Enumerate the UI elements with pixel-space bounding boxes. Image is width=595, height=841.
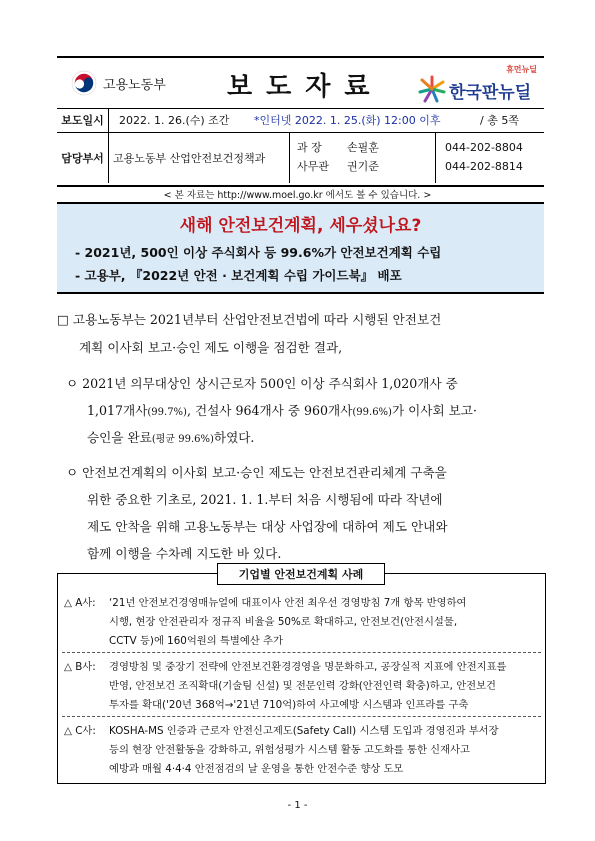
text-span: 승인을 완료 (87, 430, 152, 445)
ministry-name: 고용노동부 (103, 77, 166, 93)
percentage-note: (평균 99.6%) (151, 434, 214, 445)
page-number: - 1 - (287, 800, 308, 811)
website-notice: < 본 자료는 http://www.moel.go.kr 에서도 볼 수 있습니다. > (163, 190, 432, 201)
ministry-logo (71, 70, 166, 96)
paragraph-line: 계획 이사회 보고·승인 제도 이행을 점검한 결과, (79, 340, 343, 355)
paragraph-line: 함께 이행을 수차례 지도한 바 있다. (87, 546, 282, 561)
contact-phone: 044-202-8804 (445, 140, 523, 154)
case-divider (62, 652, 541, 653)
percentage-note: (99.7%) (147, 407, 187, 418)
department-name: 고용노동부 산업안전보건정책과 (113, 151, 266, 165)
case-text: 예방과 매월 4·4·4 안전점검의 날 운영을 통한 안전수준 향상 도모 (109, 763, 404, 775)
paragraph-line (87, 427, 254, 446)
subheadline: - 2021년, 500인 이상 주식회사 등 99.6%가 안전보건계획 수립 (75, 245, 442, 260)
page-count: / 총 5쪽 (480, 114, 519, 127)
text-span: 1,017개사 (87, 403, 148, 418)
paragraph-line: 위한 중요한 기초로, 2021. 1. 1.부터 처음 시행됨에 따라 작년에 (87, 492, 443, 507)
headline: 새해 안전보건계획, 세우셨나요? (179, 216, 422, 236)
paragraph-line: ㅇ 2021년 의무대상인 상시근로자 500인 이상 주식회사 1,020개사 중 (66, 376, 458, 391)
case-text: 투자를 확대('20년 368억→'21년 710억)하여 사고예방 시스템과 인프라를 구축 (109, 699, 469, 711)
case-text: ‘21년 안전보건경영매뉴얼에 대표이사 안전 최우선 경영방침 7개 항목 반영하여 (109, 597, 467, 609)
paragraph-line: □ 고용노동부는 2021년부터 산업안전보건법에 따라 시행된 안전보건 (57, 312, 442, 327)
text-span: 가 이사회 보고· (391, 403, 477, 418)
contact-phone: 044-202-8814 (445, 159, 523, 173)
new-deal-burst-icon (417, 74, 447, 104)
contact-name: 권기준 (347, 160, 379, 173)
new-deal-name: 한국판뉴딜 (449, 83, 532, 103)
case-box-title: 기업별 안전보건계획 사례 (217, 563, 385, 585)
headline-box (57, 202, 544, 294)
case-text: 반영, 안전보건 조직확대(기술팀 신설) 및 전문인력 강화(안전인력 확충)하고, 안전보건 (109, 680, 496, 692)
case-text: CCTV 등)에 160억원의 특별예산 추가 (109, 635, 283, 647)
department-row (57, 132, 544, 183)
release-label: 보도일시 (61, 114, 104, 127)
text-span: 하였다. (213, 430, 255, 445)
case-text: 경영방침 및 중장기 전략에 안전보건환경경영을 명문화하고, 공장실적 지표에 안전지표를 (109, 661, 507, 673)
paragraph-line (87, 400, 477, 419)
release-row (57, 108, 544, 133)
taegeuk-emblem-icon (71, 70, 97, 96)
contact-role: 과 장 (297, 141, 322, 154)
new-deal-tag: 휴먼뉴딜 (506, 65, 537, 74)
case-text: 등의 현장 안전활동을 강화하고, 위험성평가 시스템 활동 고도화를 통한 신재사고 (109, 744, 470, 756)
header-title-row (57, 58, 544, 109)
press-release-header (57, 56, 544, 187)
paragraph-line: ㅇ 안전보건계획의 이사회 보고·승인 제도는 안전보건관리체계 구축을 (66, 465, 447, 480)
subheadline: - 고용부, 『2022년 안전 · 보건계획 수립 가이드북』 배포 (75, 268, 402, 283)
case-label: △ A사: (64, 597, 96, 609)
case-text: KOSHA-MS 인증과 근로자 안전신고제도(Safety Call) 시스템 도입과 경영진과 부서장 (109, 725, 499, 737)
page-title: 보도자료 (227, 72, 384, 102)
case-label: △ B사: (64, 661, 96, 673)
case-text: 시행, 현장 안전관리자 정규직 비율을 50%로 확대하고, 안전보건(안전시설물, (109, 616, 458, 628)
korean-new-deal-logo (413, 62, 541, 106)
case-label: △ C사: (64, 725, 96, 737)
percentage-note: (99.6%) (352, 407, 392, 418)
case-divider (62, 716, 541, 717)
contact-name: 손필훈 (347, 141, 379, 154)
department-label: 담당부서 (61, 151, 104, 165)
release-date: 2022. 1. 26.(수) 조간 (119, 114, 230, 127)
paragraph-line: 제도 안착을 위해 고용노동부는 대상 사업장에 대하여 제도 안내와 (87, 519, 448, 534)
text-span: , 건설사 964개사 중 960개사 (186, 403, 353, 418)
contact-role: 사무관 (297, 160, 329, 173)
internet-release-time: *인터넷 2022. 1. 25.(화) 12:00 이후 (254, 114, 441, 127)
company-case-box (57, 573, 546, 784)
